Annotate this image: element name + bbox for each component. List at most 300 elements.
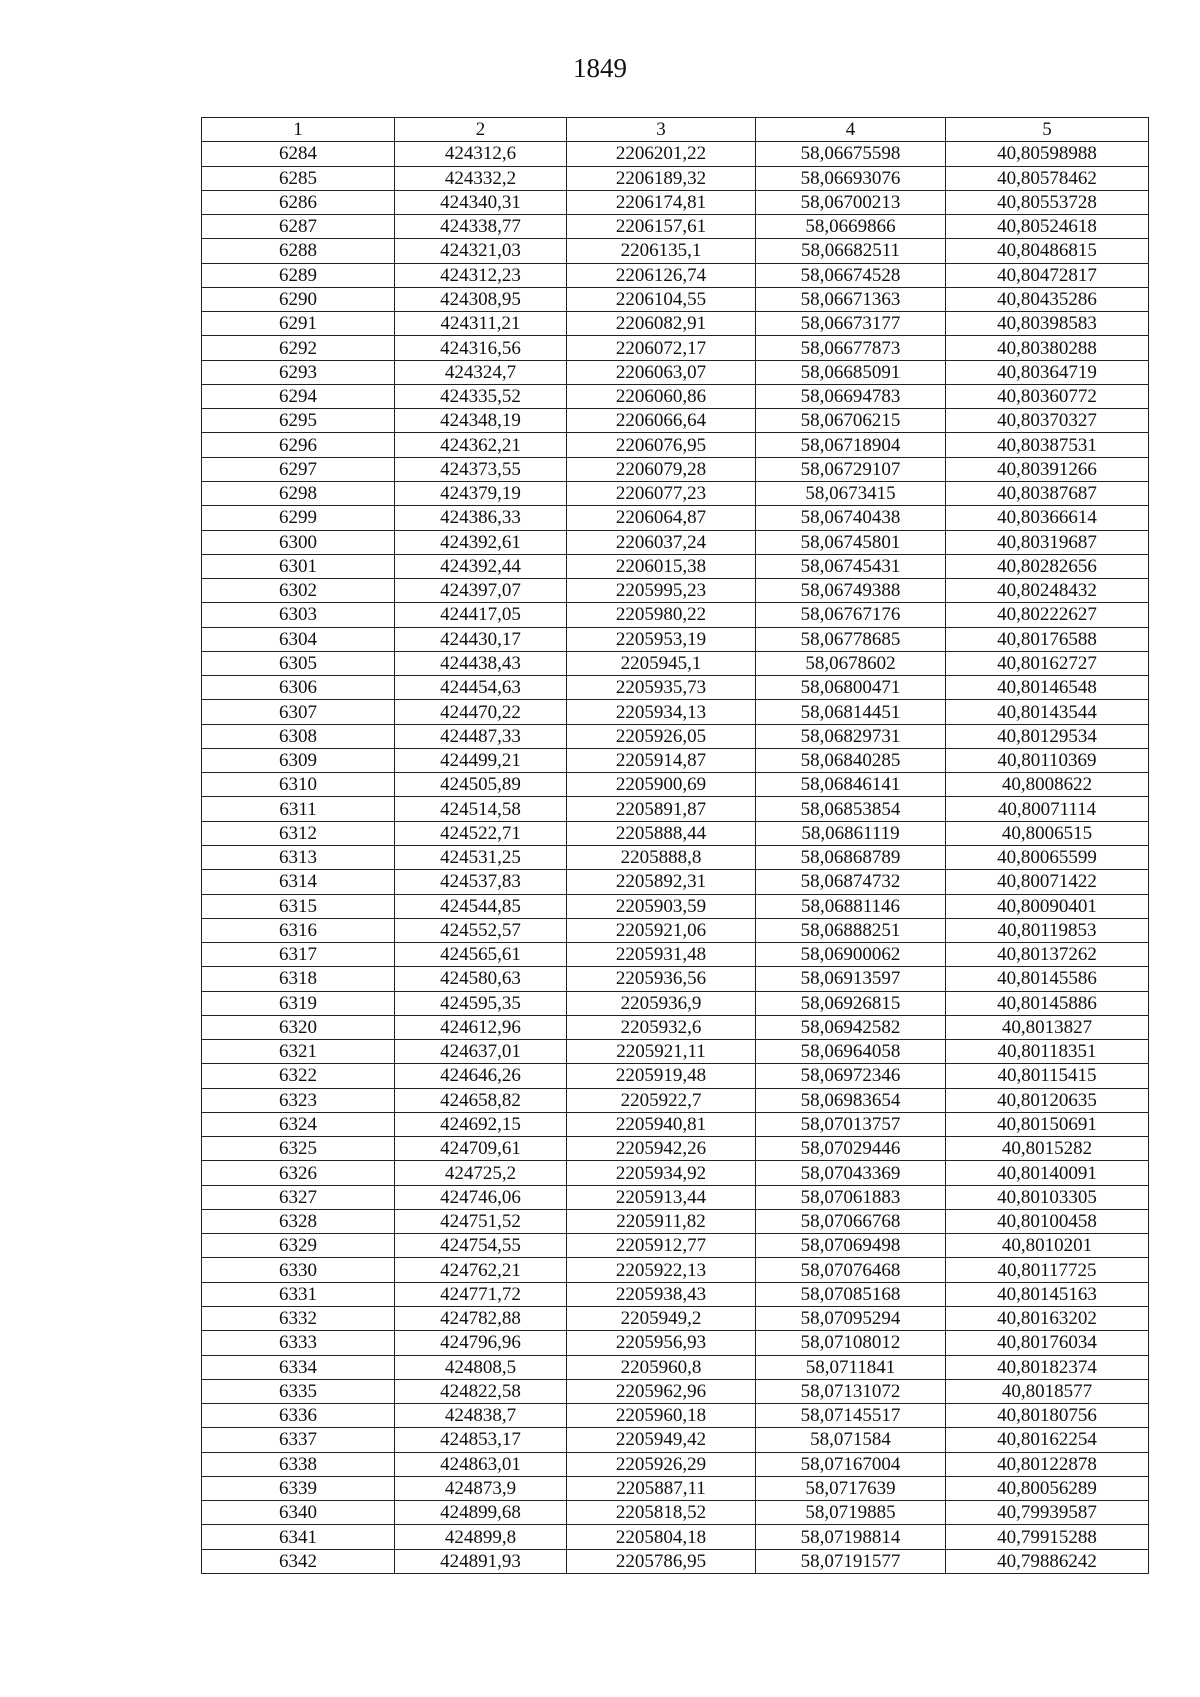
table-cell-col-1: 6310 (202, 773, 395, 797)
table-cell-col-2: 424316,56 (395, 336, 567, 360)
table-row (202, 1476, 1149, 1500)
table-cell-col-1: 6291 (202, 312, 395, 336)
table-cell-col-1: 6327 (202, 1185, 395, 1209)
table-cell-col-3: 2205911,82 (567, 1209, 756, 1233)
table-cell-col-5: 40,80115415 (946, 1064, 1149, 1088)
table-cell-col-5: 40,80398583 (946, 312, 1149, 336)
table-cell-col-5: 40,80120635 (946, 1088, 1149, 1112)
table-cell-col-5: 40,80122878 (946, 1452, 1149, 1476)
table-cell-col-1: 6325 (202, 1137, 395, 1161)
table-row (202, 1428, 1149, 1452)
table-cell-col-4: 58,07095294 (756, 1307, 946, 1331)
table-cell-col-3: 2205931,48 (567, 943, 756, 967)
table-cell-col-4: 58,06745801 (756, 530, 946, 554)
table-cell-col-5: 40,80162727 (946, 651, 1149, 675)
table-cell-col-1: 6317 (202, 943, 395, 967)
table-cell-col-5: 40,79915288 (946, 1525, 1149, 1549)
table-cell-col-5: 40,80364719 (946, 360, 1149, 384)
table-row (202, 1161, 1149, 1185)
table-row (202, 797, 1149, 821)
table-cell-col-1: 6338 (202, 1452, 395, 1476)
table-cell-col-4: 58,06900062 (756, 943, 946, 967)
table-cell-col-1: 6294 (202, 384, 395, 408)
table-cell-col-2: 424312,23 (395, 263, 567, 287)
table-cell-col-2: 424362,21 (395, 433, 567, 457)
table-cell-col-1: 6285 (202, 166, 395, 190)
table-cell-col-5: 40,8015282 (946, 1137, 1149, 1161)
table-cell-col-3: 2205919,48 (567, 1064, 756, 1088)
column-header-5: 5 (946, 118, 1149, 142)
table-cell-col-4: 58,0669866 (756, 215, 946, 239)
table-cell-col-5: 40,80435286 (946, 287, 1149, 311)
table-cell-col-2: 424332,2 (395, 166, 567, 190)
table-row (202, 1258, 1149, 1282)
table-cell-col-5: 40,8013827 (946, 1015, 1149, 1039)
table-cell-col-2: 424505,89 (395, 773, 567, 797)
table-row (202, 312, 1149, 336)
table-cell-col-2: 424417,05 (395, 603, 567, 627)
column-header-3: 3 (567, 118, 756, 142)
table-cell-col-3: 2206063,07 (567, 360, 756, 384)
table-cell-col-2: 424838,7 (395, 1404, 567, 1428)
table-cell-col-3: 2205932,6 (567, 1015, 756, 1039)
table-cell-col-4: 58,07085168 (756, 1282, 946, 1306)
table-cell-col-3: 2205922,13 (567, 1258, 756, 1282)
table-cell-col-3: 2205938,43 (567, 1282, 756, 1306)
table-cell-col-2: 424762,21 (395, 1258, 567, 1282)
table-cell-col-2: 424340,31 (395, 190, 567, 214)
table-cell-col-4: 58,06853854 (756, 797, 946, 821)
table-cell-col-5: 40,80119853 (946, 918, 1149, 942)
table-cell-col-1: 6305 (202, 651, 395, 675)
table-cell-col-2: 424637,01 (395, 1040, 567, 1064)
table-cell-col-2: 424746,06 (395, 1185, 567, 1209)
table-cell-col-3: 2205892,31 (567, 870, 756, 894)
table-cell-col-1: 6341 (202, 1525, 395, 1549)
table-cell-col-4: 58,06868789 (756, 845, 946, 869)
table-cell-col-4: 58,07108012 (756, 1331, 946, 1355)
table-cell-col-1: 6318 (202, 967, 395, 991)
table-cell-col-4: 58,06729107 (756, 457, 946, 481)
table-cell-col-5: 40,80118351 (946, 1040, 1149, 1064)
table-row (202, 1404, 1149, 1428)
table-cell-col-4: 58,06745431 (756, 554, 946, 578)
table-cell-col-3: 2206015,38 (567, 554, 756, 578)
table-cell-col-1: 6300 (202, 530, 395, 554)
table-cell-col-4: 58,07076468 (756, 1258, 946, 1282)
table-row (202, 1452, 1149, 1476)
table-row (202, 1040, 1149, 1064)
table-cell-col-1: 6328 (202, 1209, 395, 1233)
table-cell-col-1: 6326 (202, 1161, 395, 1185)
table-cell-col-4: 58,07069498 (756, 1234, 946, 1258)
table-cell-col-4: 58,06700213 (756, 190, 946, 214)
table-cell-col-5: 40,80486815 (946, 239, 1149, 263)
table-row (202, 1501, 1149, 1525)
table-cell-col-4: 58,06800471 (756, 676, 946, 700)
table-row (202, 457, 1149, 481)
table-cell-col-4: 58,06814451 (756, 700, 946, 724)
table-cell-col-5: 40,80370327 (946, 409, 1149, 433)
table-cell-col-4: 58,06677873 (756, 336, 946, 360)
table-row (202, 554, 1149, 578)
table-cell-col-1: 6330 (202, 1258, 395, 1282)
table-cell-col-3: 2206201,22 (567, 142, 756, 166)
table-cell-col-5: 40,80110369 (946, 748, 1149, 772)
page-number: 1849 (573, 53, 627, 83)
table-cell-col-4: 58,0711841 (756, 1355, 946, 1379)
table-row (202, 360, 1149, 384)
table-cell-col-3: 2205953,19 (567, 627, 756, 651)
table-cell-col-5: 40,80071114 (946, 797, 1149, 821)
table-row (202, 1234, 1149, 1258)
table-cell-col-5: 40,80391266 (946, 457, 1149, 481)
table-cell-col-4: 58,07198814 (756, 1525, 946, 1549)
table-cell-col-2: 424552,57 (395, 918, 567, 942)
table-cell-col-3: 2206060,86 (567, 384, 756, 408)
table-row (202, 1379, 1149, 1403)
table-cell-col-5: 40,80143544 (946, 700, 1149, 724)
table-cell-col-3: 2205956,93 (567, 1331, 756, 1355)
table-cell-col-4: 58,06674528 (756, 263, 946, 287)
table-cell-col-5: 40,80137262 (946, 943, 1149, 967)
table-cell-col-1: 6319 (202, 991, 395, 1015)
table-cell-col-1: 6304 (202, 627, 395, 651)
table-cell-col-5: 40,80319687 (946, 530, 1149, 554)
table-cell-col-5: 40,80140091 (946, 1161, 1149, 1185)
table-cell-col-3: 2206157,61 (567, 215, 756, 239)
table-cell-col-4: 58,07029446 (756, 1137, 946, 1161)
table-cell-col-2: 424392,44 (395, 554, 567, 578)
table-cell-col-5: 40,80162254 (946, 1428, 1149, 1452)
table-cell-col-3: 2206076,95 (567, 433, 756, 457)
table-cell-col-3: 2205960,18 (567, 1404, 756, 1428)
table-cell-col-5: 40,80129534 (946, 724, 1149, 748)
table-cell-col-3: 2206066,64 (567, 409, 756, 433)
table-row (202, 166, 1149, 190)
table-row (202, 918, 1149, 942)
table-cell-col-1: 6306 (202, 676, 395, 700)
table-cell-col-4: 58,06671363 (756, 287, 946, 311)
table-cell-col-1: 6335 (202, 1379, 395, 1403)
table-cell-col-1: 6336 (202, 1404, 395, 1428)
table-cell-col-4: 58,07043369 (756, 1161, 946, 1185)
table-cell-col-4: 58,06942582 (756, 1015, 946, 1039)
table-cell-col-5: 40,80222627 (946, 603, 1149, 627)
table-cell-col-4: 58,06874732 (756, 870, 946, 894)
table-cell-col-1: 6320 (202, 1015, 395, 1039)
table-cell-col-5: 40,79939587 (946, 1501, 1149, 1525)
table-row (202, 1549, 1149, 1573)
table-cell-col-2: 424312,6 (395, 142, 567, 166)
table-cell-col-1: 6297 (202, 457, 395, 481)
table-row (202, 700, 1149, 724)
table-cell-col-4: 58,0673415 (756, 481, 946, 505)
table-cell-col-1: 6321 (202, 1040, 395, 1064)
table-cell-col-2: 424853,17 (395, 1428, 567, 1452)
table-row (202, 1331, 1149, 1355)
table-cell-col-4: 58,071584 (756, 1428, 946, 1452)
table-cell-col-4: 58,06706215 (756, 409, 946, 433)
table-cell-col-5: 40,8010201 (946, 1234, 1149, 1258)
table-cell-col-5: 40,80176588 (946, 627, 1149, 651)
table-cell-col-1: 6324 (202, 1112, 395, 1136)
table-cell-col-4: 58,06673177 (756, 312, 946, 336)
table-cell-col-4: 58,07061883 (756, 1185, 946, 1209)
header-row (202, 118, 1149, 142)
table-row (202, 336, 1149, 360)
table-cell-col-1: 6323 (202, 1088, 395, 1112)
table-cell-col-3: 2205934,92 (567, 1161, 756, 1185)
table-cell-col-1: 6313 (202, 845, 395, 869)
table-cell-col-3: 2205922,7 (567, 1088, 756, 1112)
table-cell-col-1: 6289 (202, 263, 395, 287)
table-cell-col-3: 2205936,9 (567, 991, 756, 1015)
table-row (202, 215, 1149, 239)
table-cell-col-4: 58,06693076 (756, 166, 946, 190)
table-row (202, 142, 1149, 166)
table-cell-col-5: 40,80065599 (946, 845, 1149, 869)
table-cell-col-5: 40,80598988 (946, 142, 1149, 166)
table-cell-col-3: 2206077,23 (567, 481, 756, 505)
table-cell-col-2: 424873,9 (395, 1476, 567, 1500)
table-cell-col-2: 424537,83 (395, 870, 567, 894)
table-cell-col-2: 424863,01 (395, 1452, 567, 1476)
table-cell-col-5: 40,80117725 (946, 1258, 1149, 1282)
table-cell-col-5: 40,80360772 (946, 384, 1149, 408)
table-cell-col-5: 40,80387531 (946, 433, 1149, 457)
table-cell-col-1: 6296 (202, 433, 395, 457)
table-cell-col-5: 40,80578462 (946, 166, 1149, 190)
table-row (202, 1209, 1149, 1233)
table-cell-col-5: 40,80380288 (946, 336, 1149, 360)
table-cell-col-2: 424373,55 (395, 457, 567, 481)
table-cell-col-4: 58,06675598 (756, 142, 946, 166)
table-cell-col-3: 2205887,11 (567, 1476, 756, 1500)
table-cell-col-5: 40,80145163 (946, 1282, 1149, 1306)
table-cell-col-5: 40,8018577 (946, 1379, 1149, 1403)
table-cell-col-4: 58,07167004 (756, 1452, 946, 1476)
table-cell-col-5: 40,8006515 (946, 821, 1149, 845)
table-row (202, 409, 1149, 433)
table-cell-col-4: 58,0678602 (756, 651, 946, 675)
table-cell-col-1: 6307 (202, 700, 395, 724)
table-cell-col-4: 58,06972346 (756, 1064, 946, 1088)
table-cell-col-1: 6314 (202, 870, 395, 894)
table-cell-col-4: 58,06694783 (756, 384, 946, 408)
coordinates-table (201, 117, 1149, 1574)
table-cell-col-2: 424531,25 (395, 845, 567, 869)
table-cell-col-3: 2206104,55 (567, 287, 756, 311)
table-cell-col-4: 58,0717639 (756, 1476, 946, 1500)
table-cell-col-1: 6293 (202, 360, 395, 384)
table-cell-col-2: 424808,5 (395, 1355, 567, 1379)
table-cell-col-3: 2205962,96 (567, 1379, 756, 1403)
table-cell-col-3: 2205913,44 (567, 1185, 756, 1209)
table-cell-col-5: 40,80145586 (946, 967, 1149, 991)
table-cell-col-5: 40,80146548 (946, 676, 1149, 700)
table-cell-col-4: 58,06749388 (756, 579, 946, 603)
table-cell-col-4: 58,06767176 (756, 603, 946, 627)
table-row (202, 845, 1149, 869)
table-cell-col-5: 40,80163202 (946, 1307, 1149, 1331)
table-cell-col-4: 58,06718904 (756, 433, 946, 457)
table-cell-col-2: 424470,22 (395, 700, 567, 724)
table-cell-col-4: 58,06840285 (756, 748, 946, 772)
table-cell-col-4: 58,06881146 (756, 894, 946, 918)
table-cell-col-4: 58,06926815 (756, 991, 946, 1015)
table-cell-col-3: 2205926,29 (567, 1452, 756, 1476)
table-cell-col-3: 2205949,2 (567, 1307, 756, 1331)
table-cell-col-1: 6302 (202, 579, 395, 603)
table-cell-col-2: 424386,33 (395, 506, 567, 530)
table-cell-col-5: 40,80103305 (946, 1185, 1149, 1209)
table-row (202, 870, 1149, 894)
table-cell-col-1: 6308 (202, 724, 395, 748)
table-cell-col-1: 6298 (202, 481, 395, 505)
table-cell-col-2: 424899,8 (395, 1525, 567, 1549)
table-cell-col-3: 2205921,11 (567, 1040, 756, 1064)
table-cell-col-4: 58,0719885 (756, 1501, 946, 1525)
table-cell-col-1: 6288 (202, 239, 395, 263)
table-cell-col-2: 424612,96 (395, 1015, 567, 1039)
table-cell-col-1: 6284 (202, 142, 395, 166)
table-cell-col-5: 40,79886242 (946, 1549, 1149, 1573)
table-cell-col-3: 2205891,87 (567, 797, 756, 821)
table-cell-col-2: 424338,77 (395, 215, 567, 239)
table-cell-col-5: 40,80180756 (946, 1404, 1149, 1428)
table-cell-col-1: 6334 (202, 1355, 395, 1379)
table-cell-col-4: 58,06888251 (756, 918, 946, 942)
table-cell-col-3: 2205903,59 (567, 894, 756, 918)
table-cell-col-3: 2205818,52 (567, 1501, 756, 1525)
table-cell-col-5: 40,80056289 (946, 1476, 1149, 1500)
table-cell-col-1: 6295 (202, 409, 395, 433)
table-cell-col-2: 424580,63 (395, 967, 567, 991)
table-cell-col-3: 2205995,23 (567, 579, 756, 603)
table-cell-col-1: 6322 (202, 1064, 395, 1088)
table-cell-col-4: 58,06913597 (756, 967, 946, 991)
table-cell-col-2: 424348,19 (395, 409, 567, 433)
table-cell-col-3: 2205949,42 (567, 1428, 756, 1452)
table-cell-col-4: 58,07145517 (756, 1404, 946, 1428)
table-row (202, 724, 1149, 748)
table-row (202, 773, 1149, 797)
table-cell-col-3: 2206082,91 (567, 312, 756, 336)
table-row (202, 1307, 1149, 1331)
table-row (202, 263, 1149, 287)
table-row (202, 991, 1149, 1015)
table-row (202, 287, 1149, 311)
table-cell-col-3: 2205926,05 (567, 724, 756, 748)
column-header-2: 2 (395, 118, 567, 142)
table-cell-col-4: 58,06682511 (756, 239, 946, 263)
column-header-4: 4 (756, 118, 946, 142)
table-cell-col-1: 6316 (202, 918, 395, 942)
table-row (202, 1088, 1149, 1112)
table-cell-col-2: 424692,15 (395, 1112, 567, 1136)
table-cell-col-1: 6315 (202, 894, 395, 918)
table-cell-col-1: 6331 (202, 1282, 395, 1306)
table-cell-col-3: 2206072,17 (567, 336, 756, 360)
table-cell-col-4: 58,06685091 (756, 360, 946, 384)
table-row (202, 748, 1149, 772)
table-cell-col-3: 2206064,87 (567, 506, 756, 530)
table-row (202, 676, 1149, 700)
table-cell-col-4: 58,06983654 (756, 1088, 946, 1112)
table-cell-col-3: 2206189,32 (567, 166, 756, 190)
table-row (202, 1282, 1149, 1306)
table-cell-col-5: 40,80150691 (946, 1112, 1149, 1136)
table-cell-col-2: 424392,61 (395, 530, 567, 554)
table-cell-col-5: 40,80387687 (946, 481, 1149, 505)
table-cell-col-2: 424324,7 (395, 360, 567, 384)
table-cell-col-2: 424430,17 (395, 627, 567, 651)
table-cell-col-2: 424565,61 (395, 943, 567, 967)
table-cell-col-4: 58,07066768 (756, 1209, 946, 1233)
table-row (202, 384, 1149, 408)
table-cell-col-1: 6337 (202, 1428, 395, 1452)
table-cell-col-2: 424522,71 (395, 821, 567, 845)
table-cell-col-3: 2206037,24 (567, 530, 756, 554)
table-cell-col-2: 424308,95 (395, 287, 567, 311)
table-cell-col-2: 424771,72 (395, 1282, 567, 1306)
table-cell-col-2: 424658,82 (395, 1088, 567, 1112)
table-row (202, 1185, 1149, 1209)
table-cell-col-5: 40,80182374 (946, 1355, 1149, 1379)
table-cell-col-1: 6309 (202, 748, 395, 772)
table-cell-col-4: 58,06778685 (756, 627, 946, 651)
table-body (202, 142, 1149, 1574)
table-cell-col-2: 424595,35 (395, 991, 567, 1015)
table-row (202, 1015, 1149, 1039)
table-cell-col-1: 6340 (202, 1501, 395, 1525)
table-row (202, 433, 1149, 457)
table-cell-col-2: 424487,33 (395, 724, 567, 748)
table-row (202, 481, 1149, 505)
table-cell-col-3: 2205804,18 (567, 1525, 756, 1549)
table-cell-col-5: 40,80100458 (946, 1209, 1149, 1233)
table-cell-col-2: 424514,58 (395, 797, 567, 821)
table-cell-col-3: 2205936,56 (567, 967, 756, 991)
table-cell-col-1: 6301 (202, 554, 395, 578)
table-cell-col-2: 424646,26 (395, 1064, 567, 1088)
table-row (202, 1064, 1149, 1088)
table-cell-col-1: 6342 (202, 1549, 395, 1573)
table-row (202, 651, 1149, 675)
table-cell-col-3: 2205912,77 (567, 1234, 756, 1258)
table-row (202, 603, 1149, 627)
table-cell-col-3: 2206079,28 (567, 457, 756, 481)
table-cell-col-5: 40,80145886 (946, 991, 1149, 1015)
table-row (202, 239, 1149, 263)
table-cell-col-2: 424454,63 (395, 676, 567, 700)
table-cell-col-5: 40,80524618 (946, 215, 1149, 239)
table-cell-col-4: 58,06829731 (756, 724, 946, 748)
table-header (202, 118, 1149, 142)
table-cell-col-2: 424709,61 (395, 1137, 567, 1161)
table-row (202, 1355, 1149, 1379)
table-cell-col-4: 58,07191577 (756, 1549, 946, 1573)
table-cell-col-3: 2205940,81 (567, 1112, 756, 1136)
table-cell-col-5: 40,80090401 (946, 894, 1149, 918)
table-cell-col-3: 2205914,87 (567, 748, 756, 772)
table-cell-col-2: 424822,58 (395, 1379, 567, 1403)
table-cell-col-1: 6299 (202, 506, 395, 530)
table-cell-col-2: 424899,68 (395, 1501, 567, 1525)
table-row (202, 1525, 1149, 1549)
table-cell-col-5: 40,8008622 (946, 773, 1149, 797)
